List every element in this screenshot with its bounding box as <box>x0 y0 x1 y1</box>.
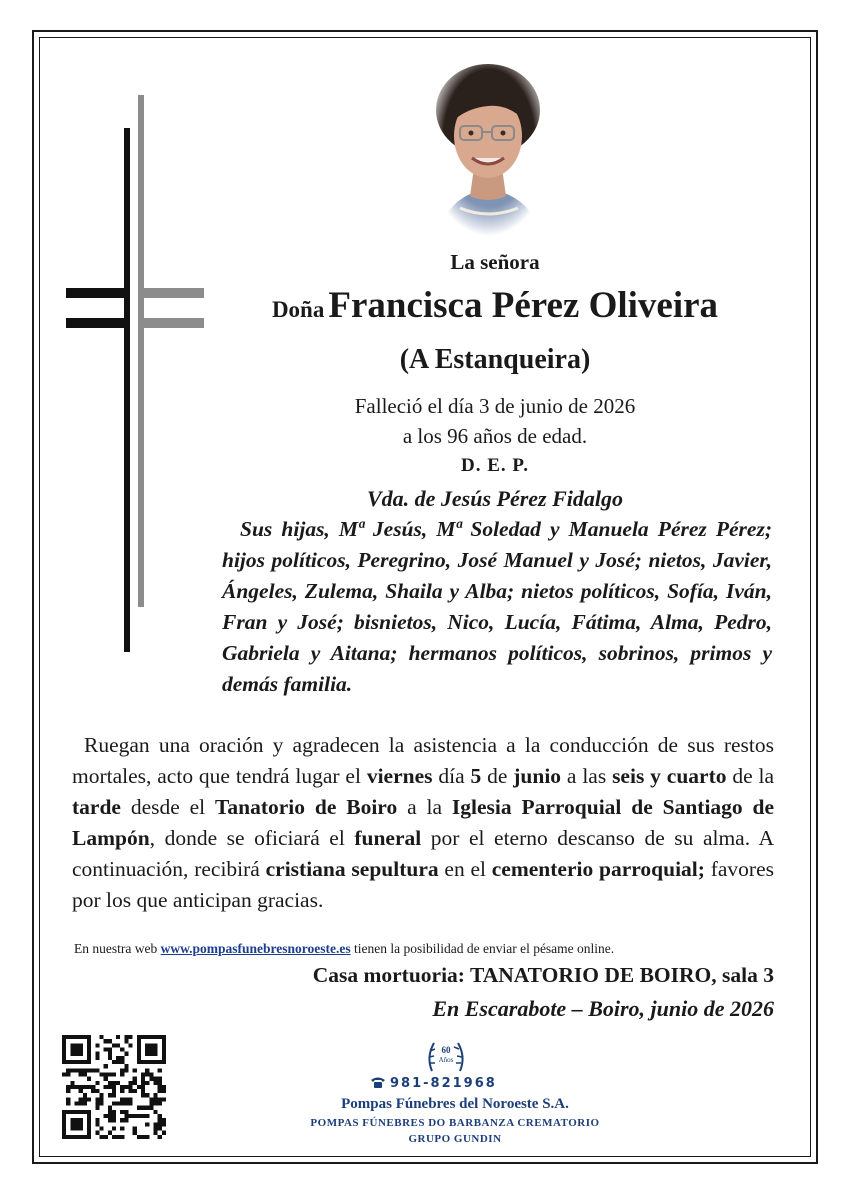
announcement-segment: de <box>481 764 514 788</box>
announcement-segment: favores por los que anticipan gracias. <box>72 857 774 912</box>
web-note <box>74 941 784 957</box>
announcement-segment: , donde se oficiará el <box>149 826 355 850</box>
name-main: Francisca Pérez Oliveira <box>328 285 719 326</box>
company-group: GRUPO GUNDIN <box>408 1133 502 1145</box>
age-at-death: a los 96 años de edad. <box>402 424 588 448</box>
death-date: Falleció el día 3 de junio de 2026 <box>354 394 636 418</box>
cross-grey-vertical <box>138 95 144 607</box>
portrait-photo <box>430 58 548 236</box>
cross-black-vertical <box>124 128 130 652</box>
website-link[interactable]: www.pompasfunebresnoroeste.es <box>160 941 351 956</box>
anniversary-badge-icon <box>424 1035 468 1077</box>
announcement-segment: seis y cuarto <box>612 764 727 788</box>
intro-text: La señora <box>450 250 540 274</box>
widow-of: Vda. de Jesús Pérez Fidalgo <box>366 486 624 511</box>
rip-text: D. E. P. <box>460 455 529 476</box>
announcement-segment: a la <box>397 795 452 819</box>
phone-number <box>370 1076 520 1091</box>
announcement-segment: Ruegan una oración y agradecen la asistencia a la conducción de sus restos mortales, acto que tendrá lugar el <box>72 733 774 788</box>
announcement-segment: funeral <box>354 826 422 850</box>
announcement-segment: en el <box>438 857 492 881</box>
company-subtitle: POMPAS FÚNEBRES DO BARBANZA CREMATORIO <box>310 1117 600 1129</box>
announcement-segment: desde el <box>120 795 216 819</box>
announcement-segment: tarde <box>72 795 121 819</box>
announcement-segment: cementerio parroquial; <box>491 857 705 881</box>
cross-grey-bar-bottom <box>144 318 204 328</box>
announcement-segment: a las <box>561 764 613 788</box>
announcement-segment: día <box>432 764 471 788</box>
web-note-after: tienen la posibilidad de enviar el pésame online. <box>350 941 615 956</box>
funeral-announcement <box>72 730 774 916</box>
announcement-segment: junio <box>513 764 562 788</box>
cross-black-bar-bottom <box>66 318 130 328</box>
cross-black-bar-top <box>66 288 130 298</box>
announcement-segment: viernes <box>366 764 433 788</box>
qr-code[interactable] <box>62 1035 166 1139</box>
deceased-name <box>220 284 770 327</box>
family-list: Sus hijas, Mª Jesús, Mª Soledad y Manuela Pérez Pérez; hijos políticos, Peregrino, José Manuel y José; nietos, Javier, Ángeles, Zulema, Shaila y Alba; nietos políticos, Sofía, Iván, Fran y José; bisnietos, Nico, Lucía, Fátima, Alma, Pedro, Gabriela y Aitana; hermanos políticos, sobrinos, primos y demás familia. <box>222 517 772 696</box>
badge-word: Años <box>438 1056 454 1064</box>
announcement-segment: por el eterno descanso de su alma. A continuación, recibirá <box>72 826 774 881</box>
announcement-segment: cristiana sepultura <box>265 857 439 881</box>
place-and-date: En Escarabote – Boiro, junio de 2026 <box>432 996 774 1021</box>
cross-grey-bar-top <box>144 288 204 298</box>
funeral-home-room: Casa mortuoria: TANATORIO DE BOIRO, sala 3 <box>312 963 774 987</box>
announcement-segment: de la <box>726 764 775 788</box>
badge-number: 60 <box>441 1045 451 1055</box>
announcement-segment: Tanatorio de Boiro <box>215 795 398 819</box>
nickname: (A Estanqueira) <box>399 344 591 375</box>
name-prefix: Doña <box>271 297 325 322</box>
phone-icon <box>370 1076 386 1088</box>
announcement-segment: Iglesia Parroquial de Santiago de Lampón <box>72 795 775 850</box>
web-note-before: En nuestra web <box>74 941 161 956</box>
announcement-segment: 5 <box>470 764 482 788</box>
company-name: Pompas Fúnebres del Noroeste S.A. <box>341 1096 569 1112</box>
phone-text: 981-821968 <box>390 1076 497 1091</box>
